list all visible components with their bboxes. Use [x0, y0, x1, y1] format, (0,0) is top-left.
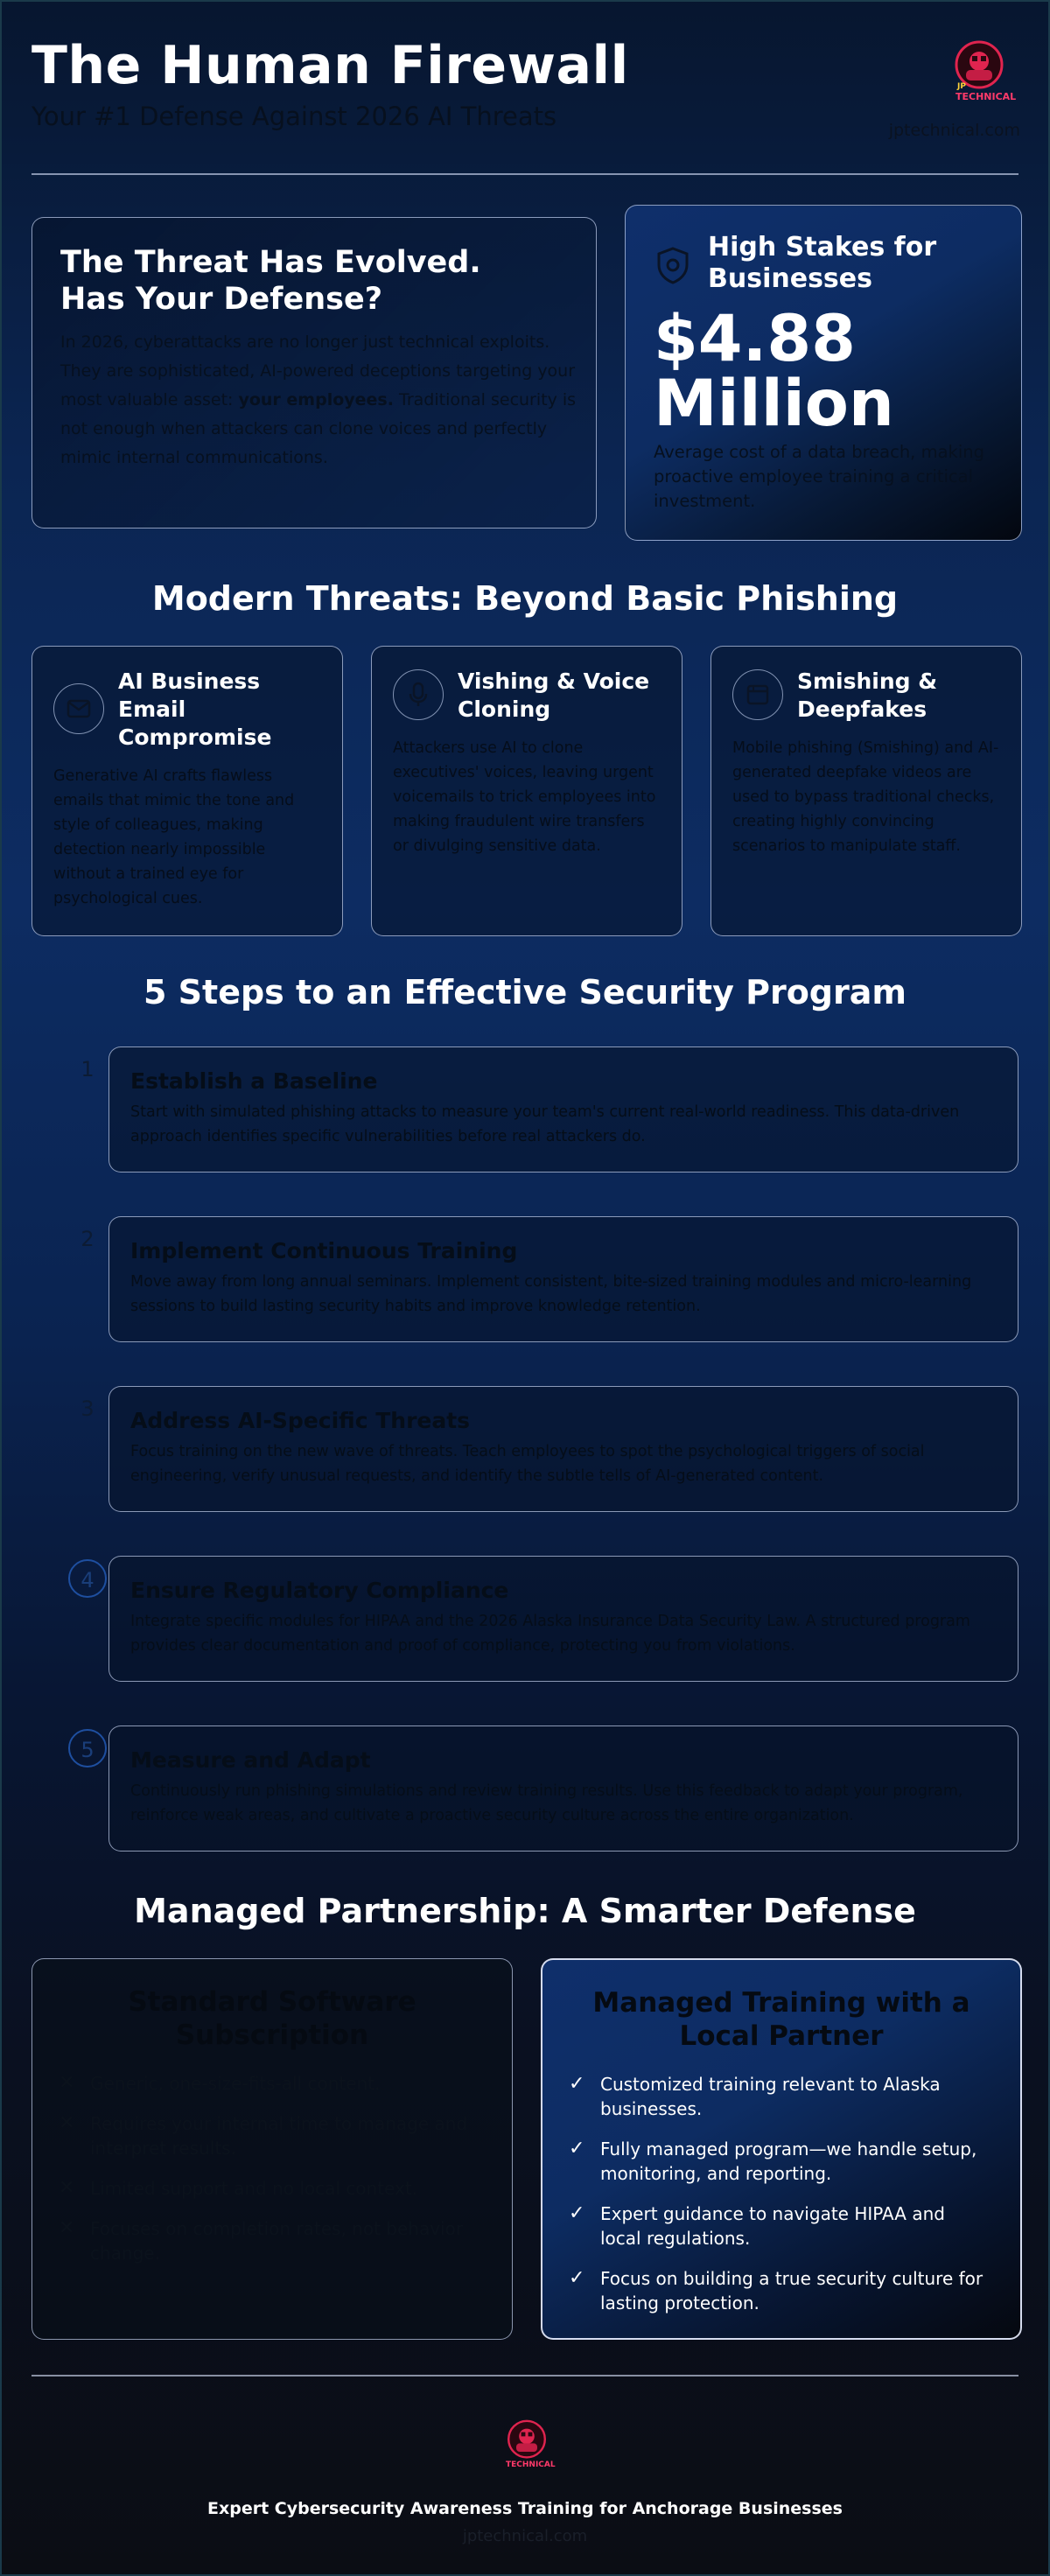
page-subtitle: Your #1 Defense Against 2026 AI Threats	[32, 102, 557, 131]
mail-icon	[53, 683, 104, 734]
list-item	[569, 2137, 989, 2186]
intro-title: The Threat Has Evolved. Has Your Defense?	[60, 245, 481, 317]
list-item	[569, 2202, 989, 2250]
microphone-icon	[393, 669, 444, 720]
footer-divider	[32, 2375, 1018, 2376]
step-title: Ensure Regulatory Compliance	[130, 1578, 509, 1603]
step-title: Establish a Baseline	[130, 1068, 378, 1094]
footer-tagline: Expert Cybersecurity Awareness Training for Anchorage Businesses	[207, 2499, 843, 2518]
browser-window-icon	[732, 669, 783, 720]
stakes-caption: Average cost of a data breach, making proactive employee training a critical investment.	[654, 442, 984, 511]
logo[interactable]	[947, 37, 1017, 107]
list-item	[59, 2071, 477, 2096]
threat-title: Smishing & Deepfakes	[797, 668, 938, 722]
step-title: Implement Continuous Training	[130, 1238, 518, 1264]
intro-body-text-end: Traditional security is not enough when attackers can clone voices and perfectly mimic internal communications.	[60, 390, 577, 467]
stakes-title: High Stakes for Businesses	[708, 232, 937, 294]
x-icon: ✕	[59, 2112, 75, 2134]
threat-text: Attackers use AI to clone executives' voices, leaving urgent voicemails to trick employees into making fraudulent wire transfers or divulging sensitive data.	[393, 739, 656, 855]
threat-text: Generative AI crafts flawless emails that mimic the tone and style of colleagues, making detection nearly impossible without a trained eye for psychological cues.	[53, 767, 295, 907]
threat-text: Mobile phishing (Smishing) and AI-generated deepfake videos are used to bypass traditional checks, creating highly convincing scenarios to manipulate staff.	[732, 739, 999, 855]
threat-card-vishing	[371, 646, 682, 936]
step-card	[108, 1726, 1018, 1852]
shield-icon	[655, 246, 690, 288]
footer-logo[interactable]	[500, 2417, 556, 2473]
check-icon: ✓	[569, 2267, 585, 2289]
step-number: 1	[80, 1057, 94, 1082]
stakes-card	[625, 205, 1022, 541]
step-title: Address AI-Specific Threats	[130, 1408, 471, 1433]
intro-card	[32, 217, 597, 528]
step-number: 2	[80, 1227, 94, 1251]
step-card	[108, 1046, 1018, 1172]
step-text: Continuously run phishing simulations and review training results. Use this feedback to adapt your program, reinforce weak areas, and cultivate a proactive security culture across the entire organization.	[130, 1782, 963, 1824]
list-item-text: Requires your internal time to manage and interpret results.	[90, 2113, 468, 2159]
standard-list	[59, 2071, 477, 2281]
list-item-text: Fully managed program—we handle setup, monitoring, and reporting.	[600, 2138, 977, 2184]
step-text: Integrate specific modules for HIPAA and the 2026 Alaska Insurance Data Security Law. A structured program provides clear documentation and proof of compliance, protecting you from violations.	[130, 1613, 970, 1655]
list-item-text: Expert guidance to navigate HIPAA and local regulations.	[600, 2203, 945, 2249]
list-item	[569, 2266, 989, 2315]
list-item	[59, 2216, 477, 2265]
logo-text-top: JP	[957, 82, 966, 91]
standard-title: Standard Software Subscription	[128, 1986, 416, 2051]
threat-card-smishing	[710, 646, 1022, 936]
check-icon: ✓	[569, 2138, 585, 2160]
x-icon: ✕	[59, 2072, 75, 2094]
check-icon: ✓	[569, 2073, 585, 2095]
header-website[interactable]: jptechnical.com	[888, 121, 1020, 140]
intro-body-emphasis: your employees.	[238, 390, 394, 410]
threats-section-title: Modern Threats: Beyond Basic Phishing	[151, 579, 899, 618]
managed-title: Managed Training with a Local Partner	[592, 1987, 970, 2052]
list-item	[59, 2176, 477, 2201]
step-card	[108, 1216, 1018, 1342]
x-icon: ✕	[59, 2217, 75, 2239]
footer-logo-text: TECHNICAL	[506, 2460, 556, 2469]
step-card	[108, 1556, 1018, 1682]
partnership-section-title: Managed Partnership: A Smarter Defense	[134, 1892, 916, 1930]
threat-card-bec	[32, 646, 343, 936]
page-title: The Human Firewall	[32, 35, 629, 96]
list-item-text: Limited support and no local context.	[90, 2178, 418, 2199]
step-number: 4	[68, 1559, 107, 1598]
threat-title: Vishing & Voice Cloning	[458, 668, 650, 722]
list-item-text: Focuses on completion rates, not behavior change.	[90, 2218, 464, 2264]
stakes-amount: $4.88 Million	[654, 302, 894, 441]
threat-title: AI Business Email Compromise	[118, 668, 272, 750]
list-item	[569, 2072, 989, 2121]
step-title: Measure and Adapt	[130, 1747, 371, 1773]
step-number: 5	[68, 1729, 107, 1768]
intro-body-text: In 2026, cyberattacks are no longer just technical exploits. They are sophisticated, AI-powered deceptions targeting your most valuable asset:	[60, 332, 576, 410]
step-text: Move away from long annual seminars. Implement consistent, bite-sized training modules and micro-learning sessions to build lasting security habits and improve knowledge retention.	[130, 1273, 972, 1315]
check-icon: ✓	[569, 2202, 585, 2224]
list-item-text: Focus on building a true security culture for lasting protection.	[600, 2268, 984, 2314]
managed-training-card	[541, 1958, 1022, 2340]
logo-text-bottom: TECHNICAL	[956, 91, 1017, 102]
list-item	[59, 2111, 477, 2160]
intro-body	[60, 328, 577, 472]
list-item-text: Generic, one-size-fits-all content.	[90, 2073, 381, 2094]
step-number: 3	[80, 1396, 94, 1421]
steps-section-title: 5 Steps to an Effective Security Program	[144, 973, 906, 1012]
standard-subscription-card	[32, 1958, 513, 2340]
header-divider	[32, 173, 1018, 175]
step-card	[108, 1386, 1018, 1512]
x-icon: ✕	[59, 2177, 75, 2199]
step-text: Focus training on the new wave of threats. Teach employees to spot the psychological triggers of social engineering, verify unusual requests, and identify the subtle tells of AI-generated content.	[130, 1443, 925, 1485]
managed-list	[569, 2072, 989, 2331]
list-item-text: Customized training relevant to Alaska businesses.	[600, 2074, 941, 2119]
step-text: Start with simulated phishing attacks to measure your team's current real-world readiness. This data-driven approach identifies specific vulnerabilities before real attackers do.	[130, 1103, 960, 1145]
footer-website[interactable]: jptechnical.com	[462, 2527, 588, 2545]
